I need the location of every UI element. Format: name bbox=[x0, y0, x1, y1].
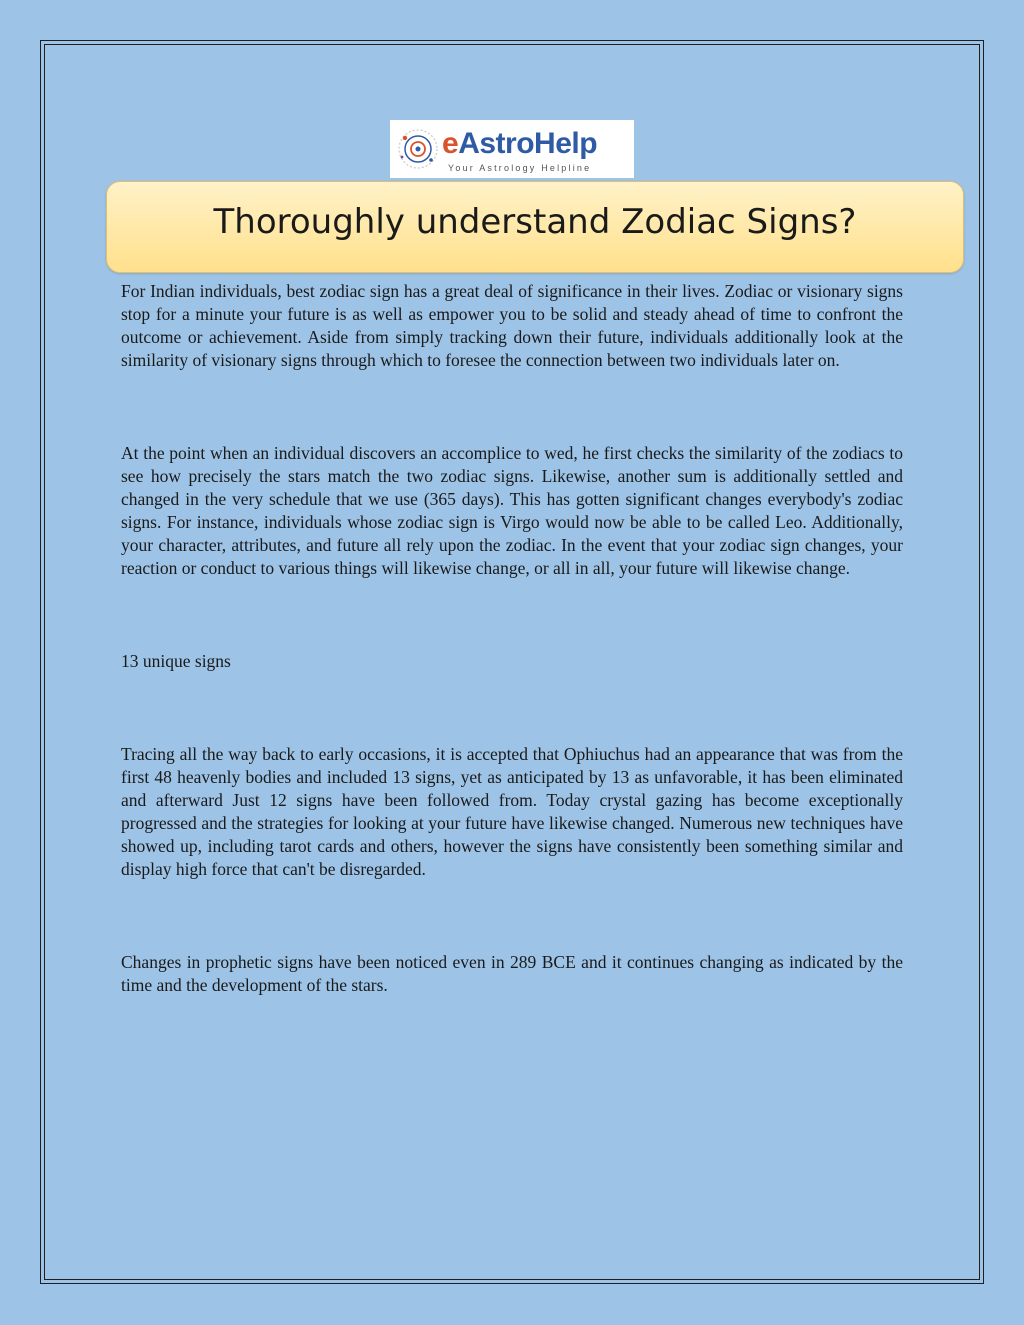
logo-wordmark: eAstroHelp bbox=[442, 127, 598, 160]
title-banner bbox=[106, 181, 964, 273]
paragraph-changes: Changes in prophetic signs have been noticed even in 289 BCE and it continues changing as indicated by the time and the development of the stars. bbox=[121, 952, 903, 995]
paragraph-ophiuchus: Tracing all the way back to early occasions, it is accepted that Ophiuchus had an appearance that was from the first 48 heavenly bodies and included 13 signs, yet as anticipated by 13 as unfavorable, it has been eliminated and afterward Just 12 signs have been followed from. Today crystal gazing has become exceptionally progressed and the strategies for looking at your future have likewise changed. Numerous new techniques have showed up, including tarot cards and others, however the signs have consistently been something similar and display high force that can't be disregarded. bbox=[121, 744, 903, 879]
eastrohelp-logo bbox=[390, 120, 634, 178]
orbit-logo-icon bbox=[396, 124, 440, 174]
page-title: Thoroughly understand Zodiac Signs? bbox=[213, 202, 857, 242]
paragraph-compatibility: At the point when an individual discovers an accomplice to wed, he first checks the similarity of the zodiacs to see how precisely the stars match the two zodiac signs. Likewise, another sum is additionally settled and changed in the very schedule that we use (365 days). This has gotten significant changes everybody's zodiac signs. For instance, individuals whose zodiac sign is Virgo would now be able to be called Leo. Additionally, your character, attributes, and future all rely upon the zodiac. In the event that your zodiac sign changes, your reaction or conduct to various things will likewise change, or all in all, your future will likewise change. bbox=[121, 443, 903, 578]
logo-tagline: Your Astrology Helpline bbox=[448, 163, 592, 173]
paragraph-intro: For Indian individuals, best zodiac sign has a great deal of significance in their lives. Zodiac or visionary signs stop for a minute your future is as well as empower you to be solid and steady ahead of time to confront the outcome or achievement. Aside from simply tracking down their future, individuals additionally look at the similarity of visionary signs through which to foresee the connection between two individuals later on. bbox=[121, 281, 903, 370]
article-body bbox=[121, 280, 903, 997]
section-heading-13-signs: 13 unique signs bbox=[121, 651, 231, 671]
